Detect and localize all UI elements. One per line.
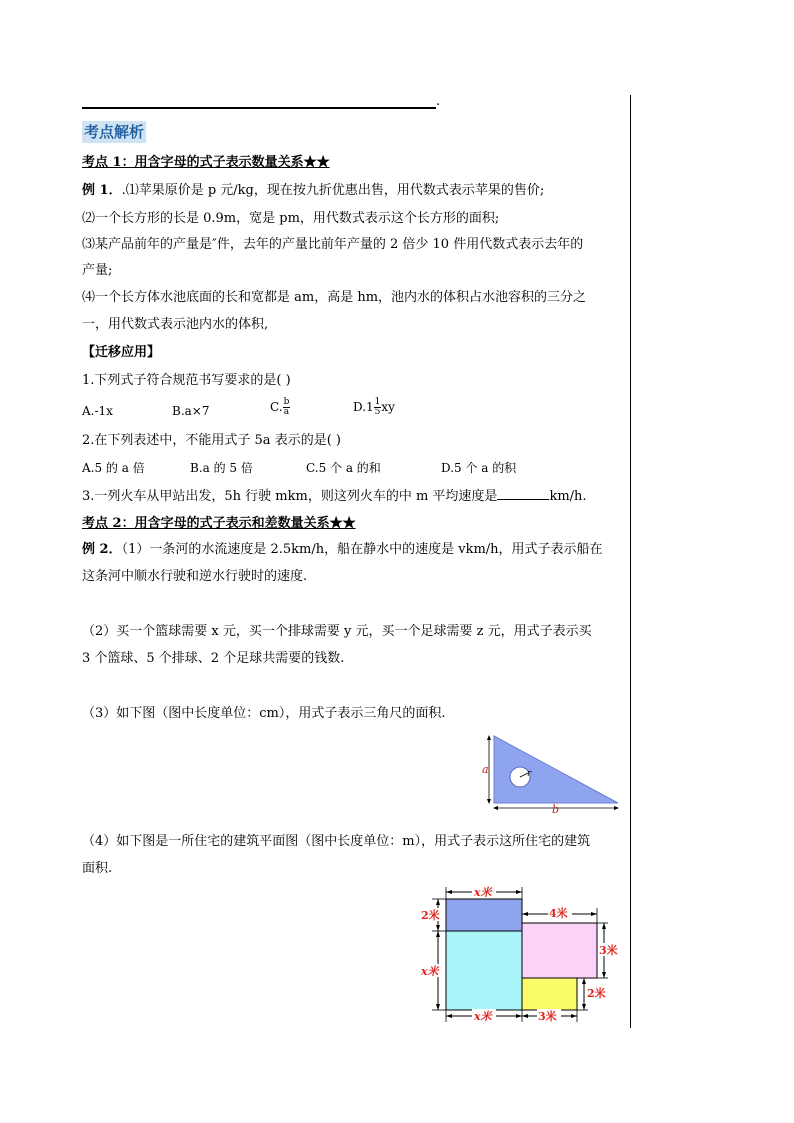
- top-dot: .: [436, 94, 441, 109]
- base-label: b: [552, 803, 560, 813]
- example2-q2-line1: （2）买一个篮球需要 x 元，买一个排球需要 y 元，买一个足球需要 z 元，用式子表示买: [82, 624, 592, 639]
- height-arrow-head-bottom: [487, 799, 491, 804]
- transfer-q1: 1.下列式子符合规范书写要求的是( ): [82, 373, 291, 388]
- example1-q4-line1: ⑷一个长方体水池底面的长和宽都是 am，高是 hm，池内水的体积占水池容积的三分之: [82, 290, 587, 305]
- floorplan-figure: [418, 884, 628, 1024]
- top-dim-arrow-left: [446, 890, 452, 894]
- transfer-title: 【迁移应用】: [82, 345, 161, 360]
- height-arrow-head-top: [487, 735, 491, 740]
- right-bottom-dim-arrow-up: [582, 978, 586, 984]
- example2-q4-line1: （4）如下图是一所住宅的建筑平面图（图中长度单位：m），用式子表示这所住宅的建筑: [82, 834, 591, 849]
- transfer-q1-option-d: [353, 398, 395, 417]
- example1-q3-line2: 产量;: [82, 263, 113, 278]
- height-label: a: [482, 763, 489, 776]
- section-title: 考点解析: [84, 123, 145, 141]
- bottom-left-dim-label: x米: [474, 1010, 492, 1023]
- example2-q3: （3）如下图（图中长度单位：cm），用式子表示三角尺的面积.: [82, 706, 446, 721]
- bottom-right-dim-label: 3米: [538, 1010, 557, 1023]
- bottom-right-dim-arrow-left: [522, 1014, 528, 1018]
- example2-q2-line2: 3 个篮球、5 个排球、2 个足球共需要的钱数.: [82, 651, 345, 666]
- option-d-suffix: xy: [381, 400, 395, 414]
- example2-q1-line1: [82, 540, 603, 560]
- option-c-fraction: [283, 398, 291, 417]
- example2-label: 例 2．: [82, 542, 122, 557]
- transfer-q2-option-a: A.5 的 a 倍: [82, 461, 145, 475]
- example1-q4-line2: 一，用代数式表示池内水的体积,: [82, 317, 269, 332]
- example1-label: 例 1．: [82, 183, 122, 198]
- kp1-title: 考点 1：用含字母的式子表示数量关系★★: [82, 155, 330, 170]
- transfer-q1-option-b: B.a×7: [172, 404, 210, 418]
- right-mid-dim-label: 3米: [599, 944, 618, 957]
- option-d-numerator: 1: [374, 397, 381, 407]
- example2-q4-line2: 面积.: [82, 861, 113, 876]
- room-bottom-right: [522, 978, 577, 1010]
- left-top-dim-label: 2米: [421, 909, 440, 922]
- transfer-q2-option-c: C.5 个 a 的和: [306, 461, 381, 475]
- base-arrow-head-left: [493, 806, 498, 810]
- radius-label: r: [527, 769, 532, 779]
- room-bottom-left: [446, 931, 522, 1010]
- option-c-prefix: C.: [270, 400, 283, 414]
- right-top-dim-label: 4米: [549, 907, 568, 920]
- option-c-denominator: a: [283, 407, 290, 417]
- top-answer-line: [82, 107, 436, 109]
- triangle-ruler-shape: [494, 736, 618, 803]
- example1-q2: ⑵一个长方形的长是 0.9m，宽是 pm，用代数式表示这个长方形的面积;: [82, 211, 500, 226]
- top-dim-arrow-right: [516, 890, 522, 894]
- right-margin-line: [630, 95, 631, 1028]
- room-top-left: [446, 899, 522, 931]
- example1-q3-line1: ⑶某产品前年的产量是″件，去年的产量比前年产量的 2 倍少 10 件用代数式表示去年的: [82, 237, 584, 252]
- bottom-left-dim-arrow-left: [446, 1014, 452, 1018]
- left-mid-dim-label: x米: [421, 965, 439, 978]
- example2-q1-line2: 这条河中顺水行驶和逆水行驶时的速度.: [82, 569, 308, 584]
- right-bottom-dim-arrow-down: [582, 1004, 586, 1010]
- transfer-q1-option-c: [270, 398, 290, 417]
- right-mid-dim-arrow-up: [602, 923, 606, 929]
- transfer-q2-option-d: D.5 个 a 的积: [441, 461, 517, 475]
- base-arrow-head-right: [614, 806, 619, 810]
- option-d-prefix: D.1: [353, 400, 374, 414]
- right-top-dim-arrow-right: [591, 912, 597, 916]
- option-d-denominator: 5: [374, 407, 381, 417]
- bottom-left-dim-arrow-right: [516, 1014, 522, 1018]
- transfer-q3-suffix: km/h.: [549, 489, 587, 504]
- left-mid-dim-arrow-up: [436, 931, 440, 937]
- left-mid-dim-arrow-down: [436, 1004, 440, 1010]
- transfer-q3: [82, 487, 587, 507]
- transfer-q2: 2.在下列表述中，不能用式子 5a 表示的是( ): [82, 433, 341, 448]
- left-top-dim-arrow-down: [436, 925, 440, 931]
- transfer-q3-prefix: 3.一列火车从甲站出发，5h 行驶 mkm，则这列火车的中 m 平均速度是: [82, 489, 498, 504]
- example1-q1: [82, 181, 544, 201]
- example2-q1-text: （1）一条河的水流速度是 2.5km/h，船在静水中的速度是 vkm/h，用式子表示船在: [121, 542, 603, 557]
- top-dim-label: x米: [474, 886, 492, 899]
- right-bottom-dim-label: 2米: [587, 987, 606, 1000]
- transfer-q1-option-a: A.-1x: [82, 404, 113, 418]
- kp2-title: 考点 2：用含字母的式子表示和差数量关系★★: [82, 516, 356, 531]
- left-top-dim-arrow-up: [436, 899, 440, 905]
- example1-q1-text: .⑴苹果原价是 p 元/kg，现在按九折优惠出售，用代数式表示苹果的售价;: [121, 183, 545, 198]
- room-right: [522, 923, 597, 978]
- answer-blank: [497, 487, 549, 500]
- triangle-ruler-figure: [482, 733, 624, 813]
- bottom-right-dim-arrow-right: [571, 1014, 577, 1018]
- transfer-q2-option-b: B.a 的 5 倍: [190, 461, 253, 475]
- option-c-numerator: b: [283, 397, 290, 407]
- right-top-dim-arrow-left: [522, 912, 528, 916]
- right-mid-dim-arrow-down: [602, 972, 606, 978]
